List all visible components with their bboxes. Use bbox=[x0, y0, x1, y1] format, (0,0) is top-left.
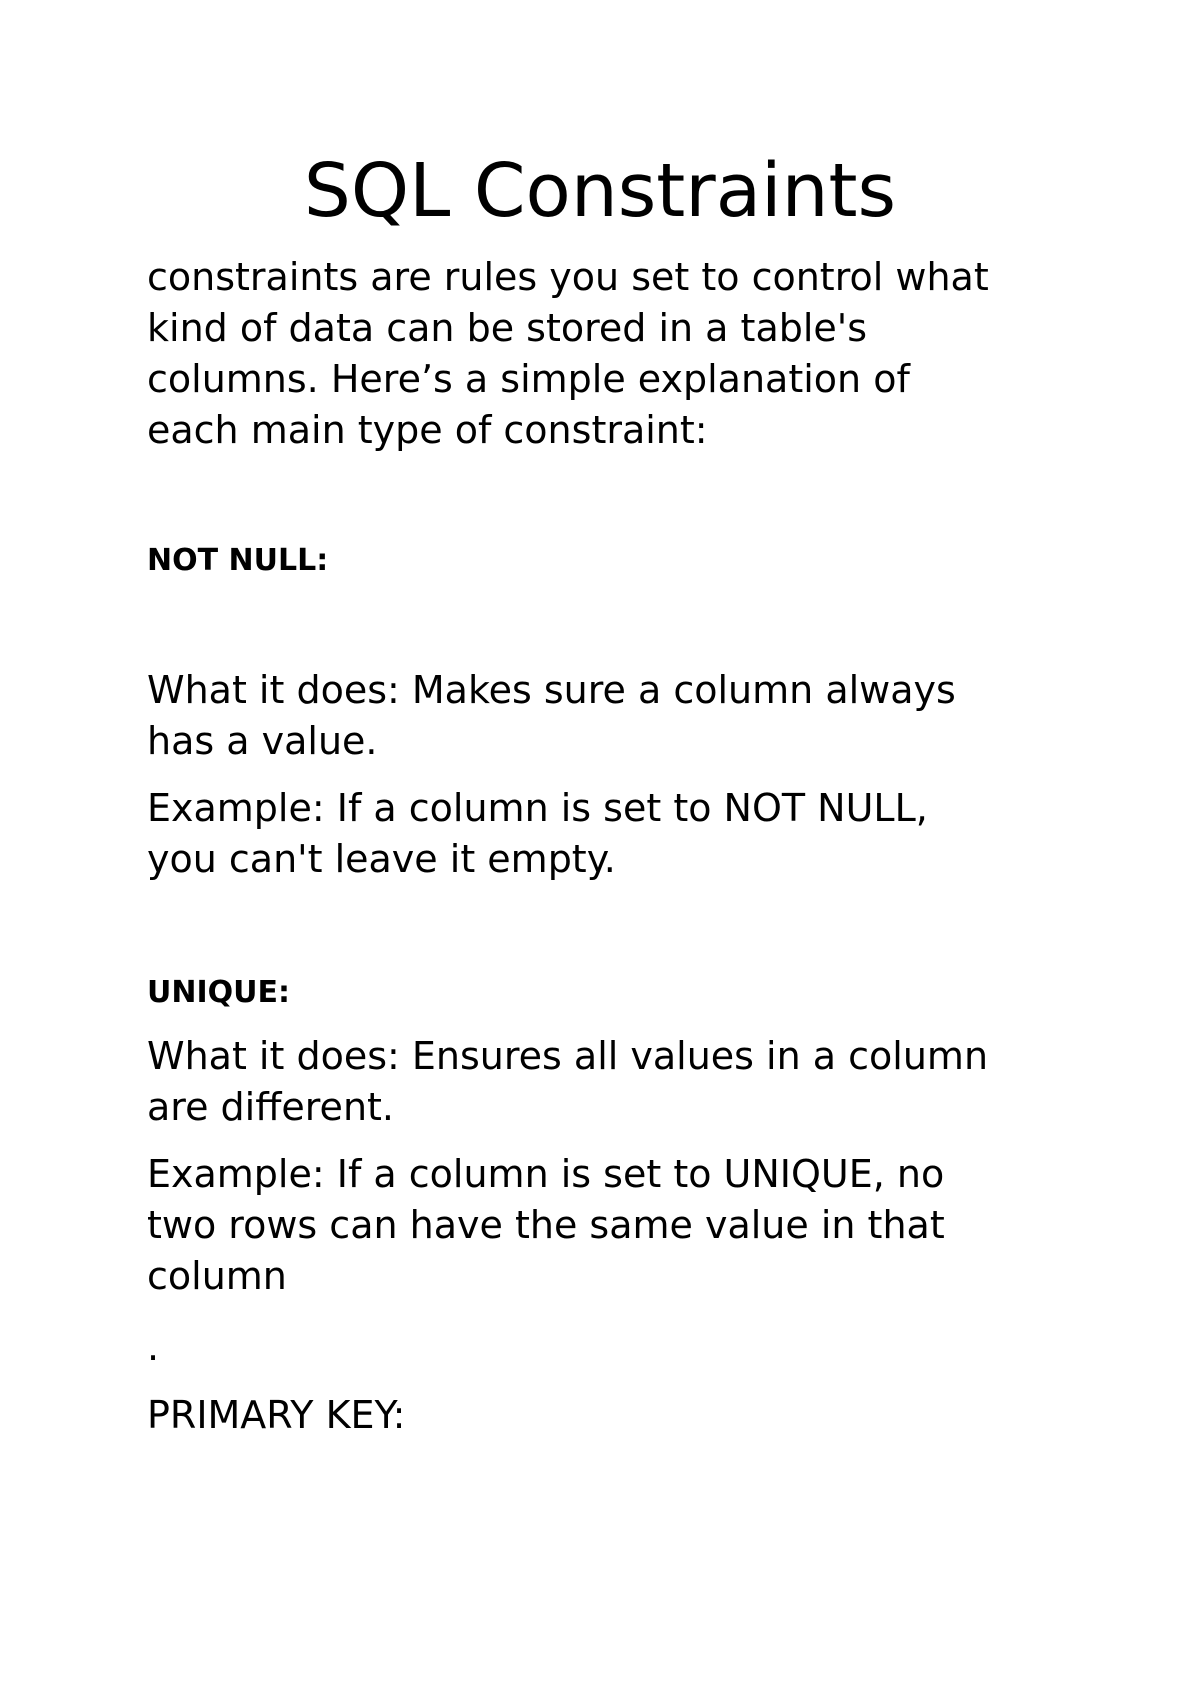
intro-line: columns. Here’s a simple explanation of bbox=[147, 357, 910, 401]
not-null-what-line: What it does: Makes sure a column always bbox=[147, 668, 956, 712]
not-null-example-line: Example: If a column is set to NOT NULL, bbox=[147, 786, 928, 830]
unique-example-line: two rows can have the same value in that bbox=[147, 1203, 945, 1247]
unique-what-line: What it does: Ensures all values in a column bbox=[147, 1034, 989, 1078]
unique-trailing-dot: . bbox=[147, 1325, 160, 1369]
unique-heading: UNIQUE: bbox=[147, 975, 290, 1010]
not-null-example-paragraph bbox=[147, 783, 1067, 885]
not-null-heading: NOT NULL: bbox=[147, 543, 329, 578]
unique-what-line: are different. bbox=[147, 1085, 394, 1129]
not-null-example-line: you can't leave it empty. bbox=[147, 837, 616, 881]
page-title: SQL Constraints bbox=[303, 148, 897, 234]
intro-line: each main type of constraint: bbox=[147, 408, 708, 452]
primary-key-heading: PRIMARY KEY: bbox=[147, 1393, 406, 1437]
unique-example-line: column bbox=[147, 1254, 287, 1298]
intro-paragraph bbox=[147, 252, 1067, 456]
not-null-what-line: has a value. bbox=[147, 719, 378, 763]
unique-example-paragraph bbox=[147, 1149, 1067, 1302]
intro-line: constraints are rules you set to control what bbox=[147, 255, 989, 299]
unique-example-line: Example: If a column is set to UNIQUE, no bbox=[147, 1152, 945, 1196]
unique-what-paragraph bbox=[147, 1031, 1067, 1133]
intro-line: kind of data can be stored in a table's bbox=[147, 306, 868, 350]
not-null-what-paragraph bbox=[147, 665, 1067, 767]
